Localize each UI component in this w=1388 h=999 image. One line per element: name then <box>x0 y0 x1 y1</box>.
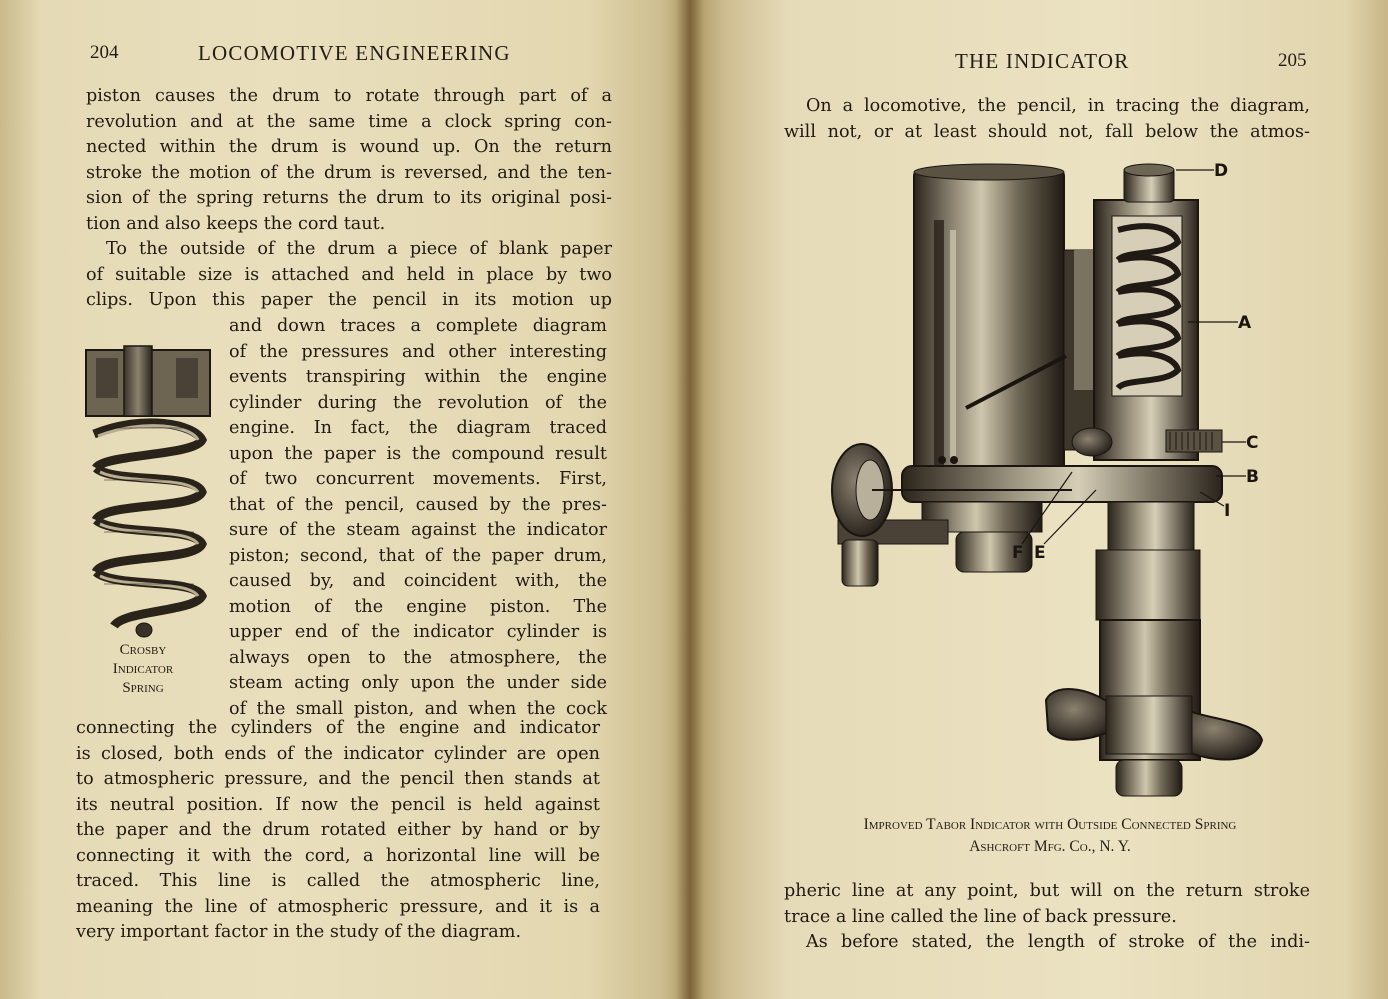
caption-line: Crosby <box>119 642 167 658</box>
text-line: of the pressures and other interesting <box>229 341 607 362</box>
right-paragraph-bottom <box>784 879 1310 956</box>
label-d: D <box>1214 161 1229 181</box>
text-line: events transpiring within the engine <box>229 367 607 387</box>
text-line: caused by, and coincident with, the <box>229 571 607 591</box>
right-running-head: THE INDICATOR <box>955 49 1130 73</box>
text-line: To the outside of the drum a piece of blank paper <box>106 239 612 259</box>
text-line: upper end of the indicator cylinder is <box>229 622 607 642</box>
label-a: A <box>1238 313 1252 333</box>
crosby-spring-figure <box>84 344 214 644</box>
text-line: piston; second, that of the paper drum, <box>229 545 607 566</box>
text-line: engine. In fact, the diagram traced <box>229 418 607 438</box>
label-e: E <box>1034 543 1046 563</box>
text-line: meaning the line of atmospheric pressure, and it is a <box>76 896 600 917</box>
left-paragraph-bottom <box>76 716 600 946</box>
text-line: its neutral position. If now the pencil is held against <box>76 794 600 815</box>
text-line: the paper and the drum rotated either by hand or by <box>76 820 600 840</box>
indicator-illustration <box>826 160 1296 800</box>
text-line: stroke the motion of the drum is reversed, and the ten- <box>86 162 612 183</box>
text-line: motion of the engine piston. The <box>229 596 607 617</box>
book-gutter <box>676 0 704 999</box>
tabor-indicator-caption <box>780 814 1320 858</box>
label-f: F <box>1012 543 1024 563</box>
text-line: sion of the spring returns the drum to its original posi- <box>86 188 612 208</box>
text-line: piston causes the drum to rotate through part of a <box>86 86 612 106</box>
text-line: and down traces a complete diagram <box>229 316 607 336</box>
left-paragraph-wrap <box>229 314 607 722</box>
left-page-number: 204 <box>90 42 119 63</box>
right-paragraph-top <box>784 94 1310 145</box>
left-page <box>0 0 690 999</box>
label-b: B <box>1246 467 1259 487</box>
text-line: very important factor in the study of the diagram. <box>76 922 522 942</box>
text-line: of suitable size is attached and held in place by two <box>86 264 612 285</box>
text-line: sure of the steam against the indicator <box>229 520 607 540</box>
text-line: trace a line called the line of back pressure. <box>784 906 1177 927</box>
text-line: cylinder during the revolution of the <box>229 392 607 413</box>
label-c: C <box>1246 433 1259 453</box>
text-line: that of the pencil, caused by the pres- <box>229 494 607 515</box>
crosby-spring-caption <box>88 641 198 698</box>
left-paragraph-top <box>86 84 612 314</box>
text-line: traced. This line is called the atmospheric line, <box>76 871 600 891</box>
text-line: revolution and at the same time a clock spring con- <box>86 111 612 132</box>
text-line: connecting the cylinders of the engine and indicator <box>76 718 600 738</box>
text-line: is closed, both ends of the indicator cylinder are open <box>76 743 600 764</box>
caption-line: Improved Tabor Indicator with Outside Connected Spring <box>863 816 1237 833</box>
label-i: I <box>1224 501 1231 521</box>
right-page-number: 205 <box>1278 50 1307 71</box>
text-line: always open to the atmosphere, the <box>229 647 607 668</box>
text-line: will not, or at least should not, fall below the atmos- <box>784 121 1310 142</box>
text-line: of two concurrent movements. First, <box>229 469 607 489</box>
text-line: pheric line at any point, but will on the return stroke <box>784 881 1310 901</box>
caption-line: Ashcroft Mfg. Co., N. Y. <box>969 838 1131 855</box>
text-line: upon the paper is the compound result <box>229 443 607 464</box>
text-line: to atmospheric pressure, and the pencil then stands at <box>76 769 600 789</box>
text-line: On a locomotive, the pencil, in tracing the diagram, <box>806 96 1310 116</box>
text-line: tion and also keeps the cord taut. <box>86 213 386 234</box>
right-page <box>690 0 1388 999</box>
caption-line: Spring <box>122 680 164 696</box>
spring-illustration <box>84 344 214 644</box>
text-line: of the small piston, and when the cock <box>229 698 607 719</box>
text-line: As before stated, the length of stroke of the indi- <box>806 932 1310 952</box>
text-line: clips. Upon this paper the pencil in its motion up <box>86 290 612 310</box>
text-line: connecting it with the cord, a horizontal line will be <box>76 845 600 866</box>
text-line: steam acting only upon the under side <box>229 673 607 693</box>
left-running-head: LOCOMOTIVE ENGINEERING <box>198 41 511 65</box>
tabor-indicator-figure <box>826 160 1296 800</box>
text-line: nected within the drum is wound up. On the return <box>86 137 612 157</box>
caption-line: Indicator <box>112 661 174 677</box>
